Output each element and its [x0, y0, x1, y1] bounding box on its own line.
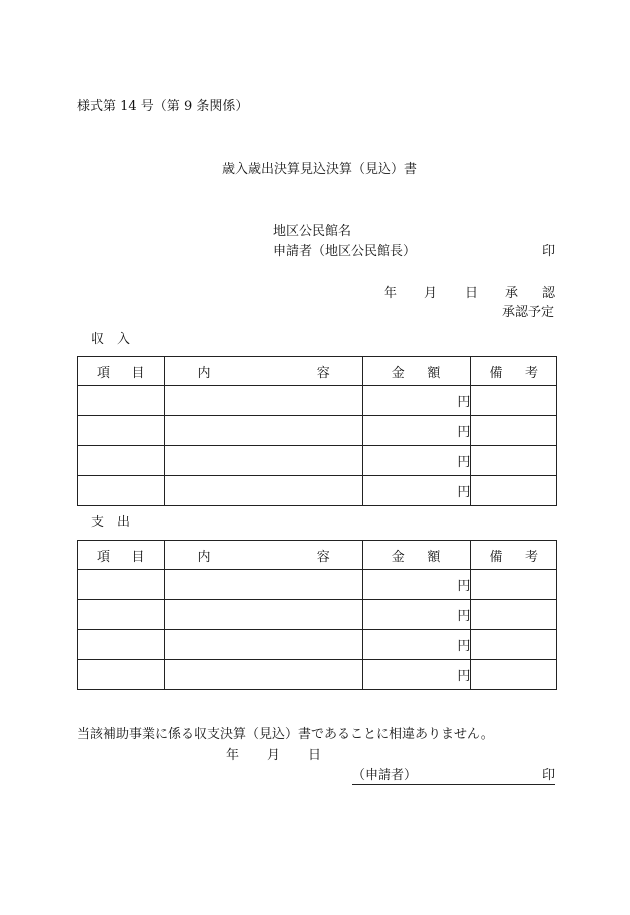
amount-cell[interactable] [362, 446, 471, 476]
form-number: 様式第 14 号（第 9 条関係） [77, 99, 249, 114]
declaration-applicant-label: （申請者） [352, 768, 418, 783]
content-cell[interactable] [164, 660, 362, 690]
amount-cell[interactable] [362, 476, 471, 506]
header-item: 項 目 [78, 357, 165, 386]
applicant-label: 申請者（地区公民館長） [273, 244, 417, 259]
table-row [78, 416, 557, 446]
header-amount: 金 額 [362, 357, 471, 386]
content-cell[interactable] [164, 446, 362, 476]
org-name-label: 地区公民館名 [273, 224, 352, 239]
header-content: 内 容 [164, 541, 362, 570]
item-cell[interactable] [78, 476, 165, 506]
declaration-seal: 印 [541, 768, 555, 783]
note-cell[interactable] [471, 630, 557, 660]
table-row [78, 630, 557, 660]
item-cell[interactable] [78, 416, 165, 446]
table-row [78, 570, 557, 600]
approval-char-1: 承 [505, 286, 519, 301]
item-cell[interactable] [78, 600, 165, 630]
approval-day: 日 [465, 286, 479, 301]
content-cell[interactable] [164, 630, 362, 660]
yen-label: 円 [457, 455, 471, 470]
expense-label-1: 支 [91, 515, 105, 530]
header-content: 内 容 [164, 357, 362, 386]
header-note: 備 考 [471, 357, 557, 386]
yen-label: 円 [457, 669, 471, 684]
amount-cell[interactable] [362, 386, 471, 416]
table-row [78, 600, 557, 630]
declaration-day: 日 [308, 748, 322, 763]
yen-label: 円 [457, 485, 471, 500]
content-cell[interactable] [164, 386, 362, 416]
item-cell[interactable] [78, 570, 165, 600]
declaration-month: 月 [267, 748, 281, 763]
note-cell[interactable] [471, 476, 557, 506]
income-header-row [78, 357, 557, 386]
income-table [77, 356, 557, 506]
seal-mark: 印 [542, 244, 556, 259]
note-cell[interactable] [471, 600, 557, 630]
amount-cell[interactable] [362, 416, 471, 446]
yen-label: 円 [457, 579, 471, 594]
content-cell[interactable] [164, 476, 362, 506]
header-amount: 金 額 [362, 541, 471, 570]
item-cell[interactable] [78, 386, 165, 416]
table-row [78, 660, 557, 690]
income-label-2: 入 [117, 332, 131, 347]
item-cell[interactable] [78, 446, 165, 476]
item-cell[interactable] [78, 660, 165, 690]
note-cell[interactable] [471, 386, 557, 416]
content-cell[interactable] [164, 570, 362, 600]
declaration-text: 当該補助事業に係る収支決算（見込）書であることに相違ありません。 [77, 727, 494, 742]
amount-cell[interactable] [362, 630, 471, 660]
approval-month: 月 [424, 286, 438, 301]
table-row [78, 476, 557, 506]
content-cell[interactable] [164, 600, 362, 630]
note-cell[interactable] [471, 660, 557, 690]
header-item: 項 目 [78, 541, 165, 570]
income-label-1: 収 [91, 332, 105, 347]
applicant-signature-line[interactable] [352, 768, 555, 785]
content-cell[interactable] [164, 416, 362, 446]
header-note: 備 考 [471, 541, 557, 570]
yen-label: 円 [457, 609, 471, 624]
amount-cell[interactable] [362, 570, 471, 600]
expense-label-2: 出 [117, 515, 131, 530]
yen-label: 円 [457, 639, 471, 654]
note-cell[interactable] [471, 446, 557, 476]
approval-char-2: 認 [542, 286, 556, 301]
page-title: 歳入歳出決算見込決算（見込）書 [222, 162, 418, 177]
expense-table [77, 540, 557, 690]
note-cell[interactable] [471, 416, 557, 446]
amount-cell[interactable] [362, 600, 471, 630]
declaration-year: 年 [226, 748, 240, 763]
amount-cell[interactable] [362, 660, 471, 690]
note-cell[interactable] [471, 570, 557, 600]
item-cell[interactable] [78, 630, 165, 660]
approval-planned: 承認予定 [502, 305, 555, 320]
yen-label: 円 [457, 395, 471, 410]
expense-header-row [78, 541, 557, 570]
approval-year: 年 [384, 286, 398, 301]
table-row [78, 446, 557, 476]
yen-label: 円 [457, 425, 471, 440]
table-row [78, 386, 557, 416]
